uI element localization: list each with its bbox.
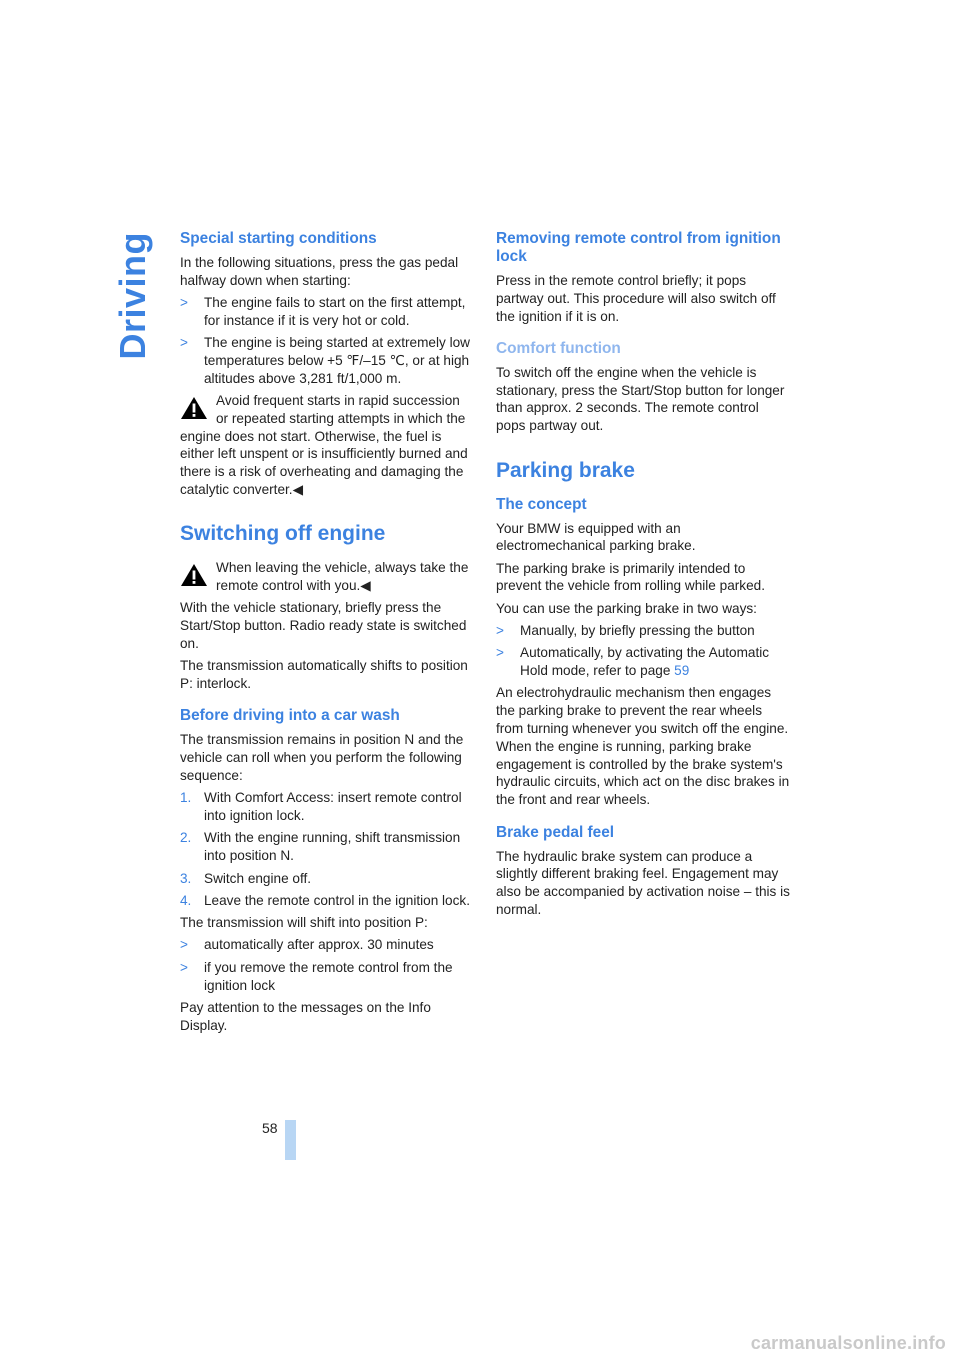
numbered-step xyxy=(180,870,475,888)
brake-pedal-feel-heading: Brake pedal feel xyxy=(496,823,615,841)
paragraph: To switch off the engine when the vehicle is stationary, press the Start/Stop button for longer than approx. 2 seconds. The remote control pops partway out. xyxy=(496,364,785,434)
list-item-text: Automatically, by activating the Automatic Hold mode, refer to page xyxy=(520,645,770,679)
step-number: 2. xyxy=(180,830,192,846)
warning-note xyxy=(180,559,475,595)
list-item-text: The engine is being started at extremely low temperatures below +5 ℉/–15 ℃, or at high altitudes above 3,281 ft/1,000 m. xyxy=(204,335,470,386)
page-reference-link[interactable]: 59 xyxy=(674,663,690,679)
list-item-text: if you remove the remote control from the ignition lock xyxy=(204,959,453,993)
warning-text: Avoid frequent starts in rapid succession or repeated starting attempts in which the engine does not start. Otherwise, the fuel is either left unspent or is insufficiently burned and there is a risk of overheating and damaging the catalytic converter.◀ xyxy=(180,393,468,498)
special-starting-intro: In the following situations, press the gas pedal halfway down when starting: xyxy=(180,255,459,288)
numbered-step xyxy=(180,789,475,825)
step-number: 4. xyxy=(180,892,192,908)
paragraph: The parking brake is primarily intended to prevent the vehicle from rolling while parked. xyxy=(496,560,765,594)
paragraph: The hydraulic brake system can produce a slightly different braking feel. Engagement may also be accompanied by activation noise – this is normal. xyxy=(496,848,790,917)
list-item xyxy=(180,959,475,995)
step-number: 3. xyxy=(180,870,192,886)
list-item xyxy=(180,936,475,954)
paragraph: With the vehicle stationary, briefly press the Start/Stop button. Radio ready state is switched on. xyxy=(180,600,467,652)
paragraph: An electrohydraulic mechanism then engages the parking brake to prevent the rear wheels from turning whenever you switch off the engine. xyxy=(496,685,789,737)
list-item-text: automatically after approx. 30 minutes xyxy=(204,937,434,953)
bullet-marker: > xyxy=(496,645,504,661)
step-text: Switch engine off. xyxy=(204,870,312,886)
paragraph: You can use the parking brake in two ways: xyxy=(496,600,757,616)
paragraph: When the engine is running, parking brake engagement is controlled by the brake system's hydraulic circuits, which act on the disc brakes in the front and rear wheels. xyxy=(496,738,790,808)
right-column xyxy=(496,230,791,923)
warning-triangle-icon xyxy=(180,563,208,587)
page-marker-bar xyxy=(285,1120,296,1160)
watermark: carmanualsonline.info xyxy=(750,1333,946,1353)
parking-brake-heading: Parking brake xyxy=(496,458,635,482)
list-item xyxy=(496,622,791,640)
bullet-marker: > xyxy=(180,335,188,351)
step-text: Leave the remote control in the ignition lock. xyxy=(204,892,470,908)
special-starting-heading: Special starting conditions xyxy=(180,230,377,247)
list-item xyxy=(180,294,475,330)
list-item-text: The engine fails to start on the first attempt, for instance if it is very hot or cold. xyxy=(204,295,466,328)
list-item xyxy=(180,334,475,387)
switching-off-engine-heading: Switching off engine xyxy=(180,522,386,546)
step-text: With the engine running, shift transmission into position N. xyxy=(204,830,461,864)
paragraph: The transmission will shift into position P: xyxy=(180,915,428,931)
paragraph: Press in the remote control briefly; it pops partway out. This procedure will also switch off the ignition if it is on. xyxy=(496,273,776,324)
side-section-title: Driving xyxy=(112,232,153,360)
bullet-marker: > xyxy=(180,937,188,953)
paragraph: The transmission automatically shifts to position P: interlock. xyxy=(180,658,468,692)
paragraph: Your BMW is equipped with an electromechanical parking brake. xyxy=(496,520,696,554)
warning-note xyxy=(180,392,475,499)
step-text: With Comfort Access: insert remote control into ignition lock. xyxy=(204,790,462,824)
paragraph: Pay attention to the messages on the Info Display. xyxy=(180,999,431,1033)
list-item xyxy=(496,644,791,680)
bullet-marker: > xyxy=(180,959,188,975)
list-item-text: Manually, by briefly pressing the button xyxy=(520,623,755,639)
bullet-marker: > xyxy=(496,623,504,639)
page-number: 58 xyxy=(262,1120,278,1136)
warning-triangle-icon xyxy=(180,396,208,420)
car-wash-heading: Before driving into a car wash xyxy=(180,707,400,725)
numbered-step xyxy=(180,829,475,865)
warning-text: When leaving the vehicle, always take the remote control with you.◀ xyxy=(216,560,469,594)
numbered-step xyxy=(180,892,475,910)
comfort-function-heading: Comfort function xyxy=(496,339,621,357)
step-number: 1. xyxy=(180,790,192,806)
bullet-marker: > xyxy=(180,295,188,311)
left-column xyxy=(180,230,475,1039)
concept-heading: The concept xyxy=(496,495,587,513)
removing-remote-heading: Removing remote control from ignition lock xyxy=(496,230,781,265)
paragraph: The transmission remains in position N and the vehicle can roll when you perform the following sequence: xyxy=(180,732,464,784)
